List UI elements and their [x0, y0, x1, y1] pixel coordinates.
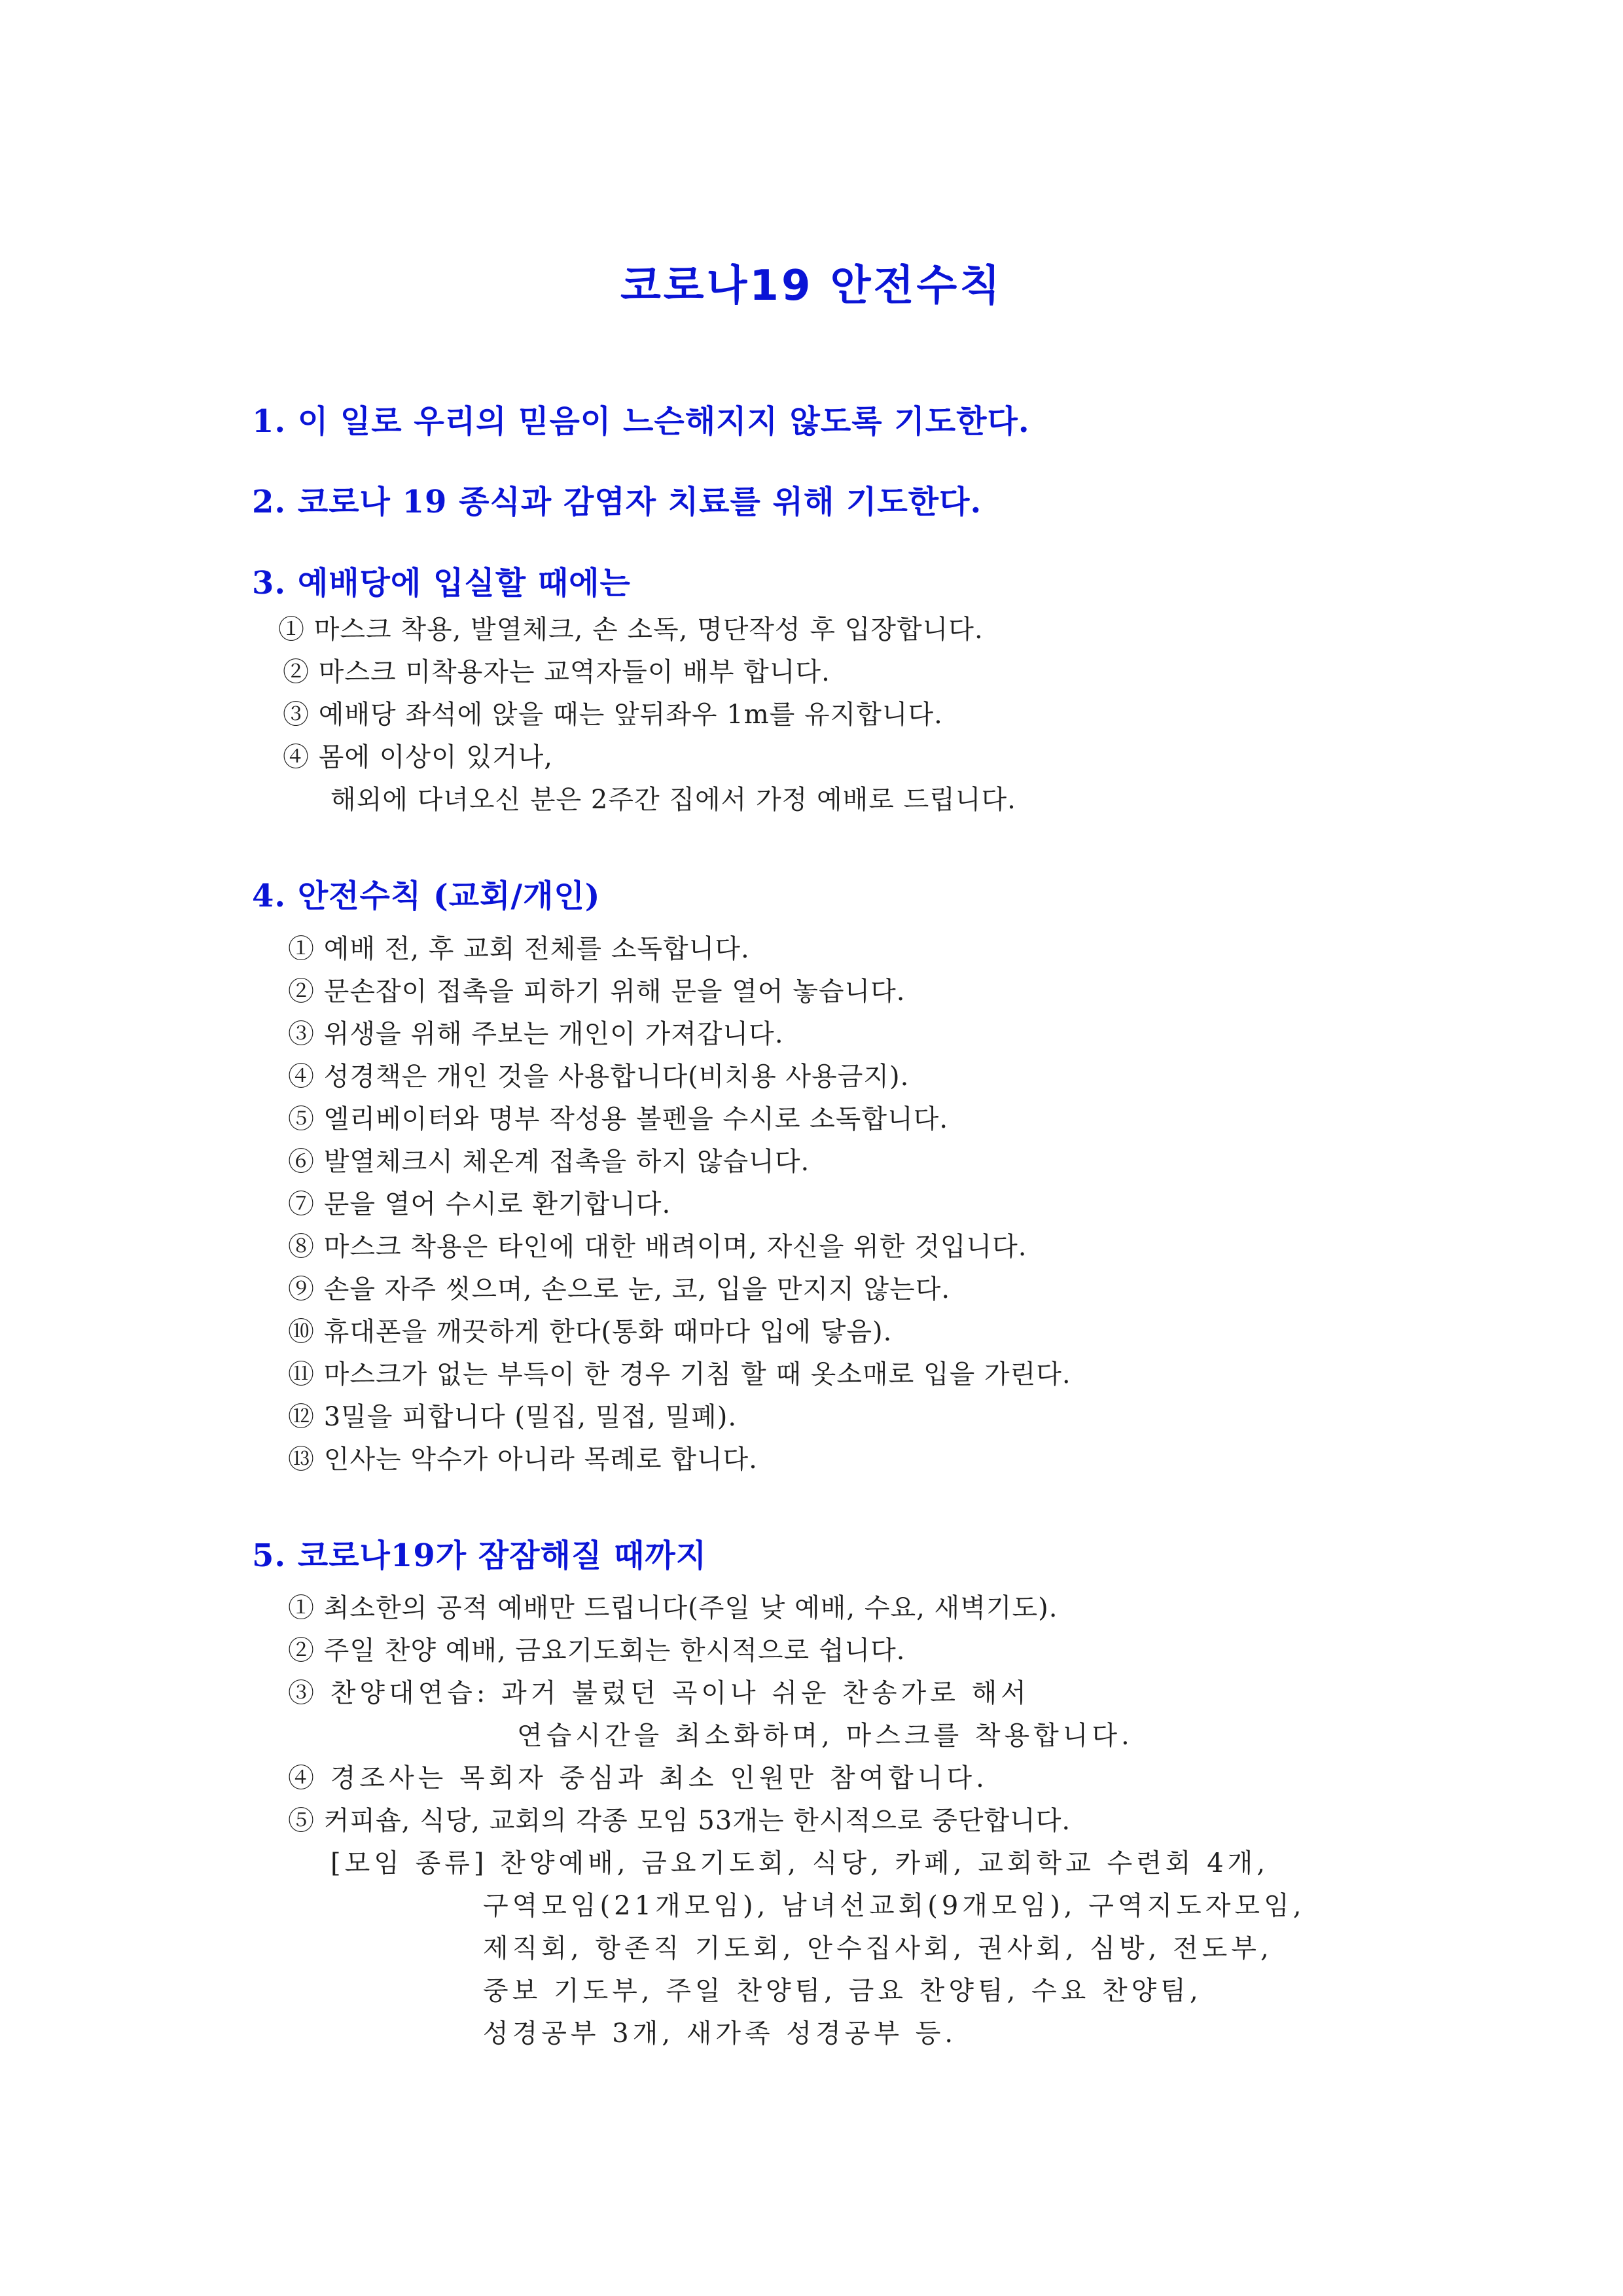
section-4-item: ⑩ 휴대폰을 깨끗하게 한다(통화 때마다 입에 닿음).: [288, 1317, 893, 1347]
section-4-item: ④ 성경책은 개인 것을 사용합니다(비치용 사용금지).: [288, 1062, 910, 1092]
section-3-item: ② 마스크 미착용자는 교역자들이 배부 합니다.: [283, 657, 830, 687]
section-4-item: ⑪ 마스크가 없는 부득이 한 경우 기침 할 때 옷소매로 입을 가린다.: [288, 1359, 1071, 1390]
section-4-item: ⑦ 문을 열어 수시로 환기합니다.: [288, 1189, 671, 1219]
section-4-heading: 4. 안전수칙 (교회/개인): [252, 878, 601, 914]
meeting-types-line: [모임 종류] 찬양예배, 금요기도회, 식당, 카페, 교회학교 수련회 4개,: [330, 1848, 1269, 1878]
section-3-heading: 3. 예배당에 입실할 때에는: [252, 565, 631, 601]
section-5-heading: 5. 코로나19가 잠잠해질 때까지: [252, 1537, 707, 1574]
section-5-item: ③ 찬양대연습: 과거 불렀던 곡이나 쉬운 찬송가로 해서: [288, 1678, 1030, 1708]
meeting-types-line: 제직회, 항존직 기도회, 안수집사회, 권사회, 심방, 전도부,: [483, 1933, 1273, 1964]
section-3-item: ③ 예배당 좌석에 앉을 때는 앞뒤좌우 1m를 유지합니다.: [283, 700, 943, 730]
section-4-item: ① 예배 전, 후 교회 전체를 소독합니다.: [288, 934, 750, 964]
section-5-item: ⑤ 커피숍, 식당, 교회의 각종 모임 53개는 한시적으로 중단합니다.: [288, 1806, 1071, 1836]
page-title: 코로나19 안전수칙: [620, 262, 1003, 310]
section-4-item: ⑥ 발열체크시 체온계 접촉을 하지 않습니다.: [288, 1147, 810, 1177]
section-2-heading: 2. 코로나 19 종식과 감염자 치료를 위해 기도한다.: [252, 484, 982, 520]
section-4-item: ③ 위생을 위해 주보는 개인이 가져갑니다.: [288, 1019, 784, 1049]
section-3-item-continuation: 해외에 다녀오신 분은 2주간 집에서 가정 예배로 드립니다.: [330, 785, 1016, 815]
meeting-types-line: 중보 기도부, 주일 찬양팀, 금요 찬양팀, 수요 찬양팀,: [483, 1976, 1202, 2006]
section-4-item: ⑨ 손을 자주 씻으며, 손으로 눈, 코, 입을 만지지 않는다.: [288, 1274, 951, 1304]
section-4-item: ② 문손잡이 접촉을 피하기 위해 문을 열어 놓습니다.: [288, 977, 906, 1007]
section-4-item: ⑧ 마스크 착용은 타인에 대한 배려이며, 자신을 위한 것입니다.: [288, 1232, 1027, 1262]
section-5-item: ② 주일 찬양 예배, 금요기도회는 한시적으로 쉽니다.: [288, 1636, 906, 1666]
section-4-item: ⑬ 인사는 악수가 아니라 목례로 합니다.: [288, 1444, 758, 1475]
section-5-item: ④ 경조사는 목회자 중심과 최소 인원만 참여합니다.: [288, 1763, 988, 1793]
section-5-item-continuation: 연습시간을 최소화하며, 마스크를 착용합니다.: [517, 1721, 1133, 1751]
section-5-item: ① 최소한의 공적 예배만 드립니다(주일 낮 예배, 수요, 새벽기도).: [288, 1593, 1058, 1623]
section-3-item: ④ 몸에 이상이 있거나,: [283, 742, 553, 772]
meeting-types-line: 성경공부 3개, 새가족 성경공부 등.: [483, 2018, 957, 2049]
section-4-item: ⑫ 3밀을 피합니다 (밀집, 밀접, 밀폐).: [288, 1402, 738, 1432]
meeting-types-line: 구역모임(21개모임), 남녀선교회(9개모임), 구역지도자모임,: [483, 1891, 1306, 1921]
section-4-item: ⑤ 엘리베이터와 명부 작성용 볼펜을 수시로 소독합니다.: [288, 1104, 949, 1134]
section-3-item: ① 마스크 착용, 발열체크, 손 소독, 명단작성 후 입장합니다.: [278, 615, 984, 645]
section-1-heading: 1. 이 일로 우리의 믿음이 느슨해지지 않도록 기도한다.: [252, 403, 1030, 440]
